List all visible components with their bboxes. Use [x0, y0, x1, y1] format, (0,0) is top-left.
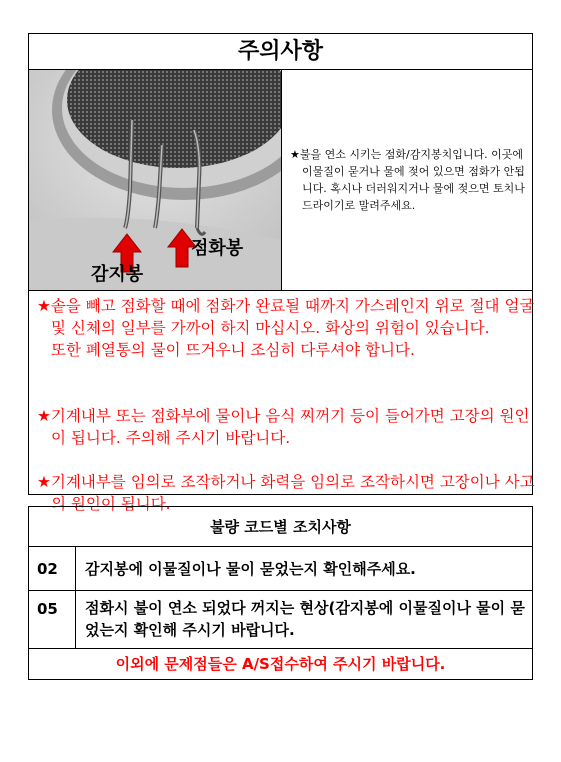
igniter-label: 점화봉 — [191, 238, 244, 259]
warning-1-extra: 또한 폐열통의 물이 뜨거우니 조심히 다루셔야 합니다. — [51, 341, 415, 359]
warning-1 — [37, 295, 537, 361]
description-text: ★불을 연소 시키는 점화/감지봉치입니다. 이곳에 이물질이 묻거나 물에 젖어 있으면 점화가 안됩니다. 혹시나 더러워지거나 물에 젖으면 토치나 드라이기로 말려주세요. — [290, 148, 525, 212]
as-contact-notice: 이외에 문제점들은 A/S접수하여 주시기 바랍니다. — [115, 655, 446, 673]
table-row — [29, 547, 532, 591]
warning-2: ★기계내부 또는 점화부에 물이나 음식 찌꺼기 등이 들어가면 고장의 원인이 됩니다. 주의해 주시기 바랍니다. — [37, 407, 530, 447]
sensor-label: 감지봉 — [91, 264, 144, 285]
burner-photo — [29, 70, 282, 291]
description-cell — [282, 70, 532, 291]
table-row — [29, 591, 532, 649]
warning-1-text: ★솥을 빼고 점화할 때에 점화가 완료될 때까지 가스레인지 위로 절대 얼굴 및 신체의 일부를 가까이 하지 마십시오. 화상의 위험이 있습니다. — [37, 297, 535, 337]
error-action: 점화시 불이 연소 되었다 꺼지는 현상(감지봉에 이물질이나 물이 묻었는지 확인해 주시기 바랍니다. — [85, 599, 525, 639]
burner-photo-illustration — [29, 70, 282, 291]
error-code-title: 불량 코드별 조치사항 — [29, 507, 532, 547]
error-code-table — [28, 506, 533, 680]
warning-3: ★기계내부를 임의로 조작하거나 화력을 임의로 조작하시면 고장이나 사고의 원인이 됩니다. — [37, 473, 535, 513]
error-action: 감지봉에 이물질이나 물이 묻었는지 확인해주세요. — [85, 560, 416, 578]
caution-title: 주의사항 — [29, 34, 532, 70]
caution-table — [28, 33, 535, 513]
error-code: 02 — [29, 547, 76, 590]
error-code: 05 — [29, 591, 76, 648]
warnings-cell — [29, 291, 535, 513]
